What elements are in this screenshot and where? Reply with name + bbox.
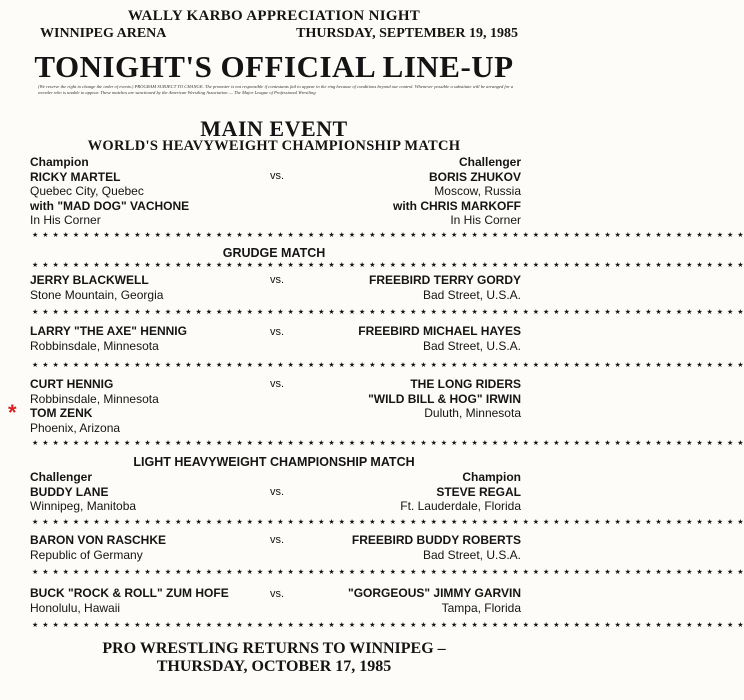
- light-3-left: [30, 586, 229, 615]
- wrestler-name: TOM ZENK: [30, 406, 93, 420]
- champion-label: Champion: [462, 470, 521, 484]
- hometown: Bad Street, U.S.A.: [422, 338, 521, 353]
- world-title-heading: WORLD'S HEAVYWEIGHT CHAMPIONSHIP MATCH: [87, 138, 461, 154]
- divider: ★ ★ ★ ★ ★ ★ ★ ★ ★ ★ ★ ★ ★ ★ ★ ★ ★ ★ ★ ★ ★ ★ ★ ★ ★ ★ ★ ★ ★ ★ ★ ★ ★ ★ ★ ★ ★ ★ ★ ★ ★ ★ ★ ★ ★ ★ ★ ★ ★ ★ ★ ★ ★ ★ ★ ★ ★ ★ ★ ★ ★ ★ ★ ★ ★ ★ ★ ★ ★ ★: [32, 232, 744, 239]
- grudge-heading: GRUDGE MATCH: [222, 246, 326, 260]
- hometown: Phoenix, Arizona: [30, 420, 121, 435]
- wrestler-name: FREEBIRD MICHAEL HAYES: [358, 324, 521, 338]
- hometown: Ft. Lauderdale, Florida: [400, 499, 521, 513]
- challenger-label: Challenger: [458, 155, 521, 169]
- light-3-right: [348, 586, 521, 615]
- venue: WINNIPEG ARENA: [40, 26, 167, 41]
- vs-label: vs.: [269, 326, 285, 338]
- divider: ★ ★ ★ ★ ★ ★ ★ ★ ★ ★ ★ ★ ★ ★ ★ ★ ★ ★ ★ ★ ★ ★ ★ ★ ★ ★ ★ ★ ★ ★ ★ ★ ★ ★ ★ ★ ★ ★ ★ ★ ★ ★ ★ ★ ★ ★ ★ ★ ★ ★ ★ ★ ★ ★ ★ ★ ★ ★ ★ ★ ★ ★ ★ ★ ★ ★ ★ ★ ★ ★: [32, 362, 744, 369]
- vs-label: vs.: [269, 378, 285, 390]
- manager-name: with CHRIS MARKOFF: [393, 198, 521, 213]
- hometown: Winnipeg, Manitoba: [30, 499, 137, 513]
- grudge-2-left: [30, 324, 187, 353]
- hometown: Stone Mountain, Georgia: [30, 287, 164, 302]
- grudge-3-right: [368, 377, 521, 421]
- fine-print: (We reserve the right to change the order of events.) PROGRAM SUBJECT TO CHANGE. The promoter is not responsible if contestants fail to appear in the ring because of conditions beyond our control. Whenever possible a substitute will be arranged for a wrestler who is unable to appear. These matches are sanctioned by the American Wrestling Association — The Major League of Professional Wrestling: [38, 84, 514, 95]
- hometown: Honolulu, Hawaii: [30, 600, 121, 615]
- divider: ★ ★ ★ ★ ★ ★ ★ ★ ★ ★ ★ ★ ★ ★ ★ ★ ★ ★ ★ ★ ★ ★ ★ ★ ★ ★ ★ ★ ★ ★ ★ ★ ★ ★ ★ ★ ★ ★ ★ ★ ★ ★ ★ ★ ★ ★ ★ ★ ★ ★ ★ ★ ★ ★ ★ ★ ★ ★ ★ ★ ★ ★ ★ ★ ★ ★ ★ ★ ★ ★: [32, 309, 744, 316]
- challenger-label: Challenger: [30, 470, 93, 484]
- divider: ★ ★ ★ ★ ★ ★ ★ ★ ★ ★ ★ ★ ★ ★ ★ ★ ★ ★ ★ ★ ★ ★ ★ ★ ★ ★ ★ ★ ★ ★ ★ ★ ★ ★ ★ ★ ★ ★ ★ ★ ★ ★ ★ ★ ★ ★ ★ ★ ★ ★ ★ ★ ★ ★ ★ ★ ★ ★ ★ ★ ★ ★ ★ ★ ★ ★ ★ ★ ★ ★: [32, 569, 744, 576]
- divider: ★ ★ ★ ★ ★ ★ ★ ★ ★ ★ ★ ★ ★ ★ ★ ★ ★ ★ ★ ★ ★ ★ ★ ★ ★ ★ ★ ★ ★ ★ ★ ★ ★ ★ ★ ★ ★ ★ ★ ★ ★ ★ ★ ★ ★ ★ ★ ★ ★ ★ ★ ★ ★ ★ ★ ★ ★ ★ ★ ★ ★ ★ ★ ★ ★ ★ ★ ★ ★ ★: [32, 622, 744, 629]
- hometown: Bad Street, U.S.A.: [422, 287, 521, 302]
- champion-label: Champion: [30, 155, 89, 169]
- team-name: THE LONG RIDERS: [410, 377, 521, 391]
- event-date: THURSDAY, SEPTEMBER 19, 1985: [296, 26, 518, 41]
- asterisk-icon: *: [8, 400, 17, 425]
- vs-label: vs.: [269, 534, 285, 546]
- light-2-right: [352, 533, 521, 562]
- wrestler-name: BUDDY LANE: [30, 484, 109, 499]
- hometown: Republic of Germany: [30, 547, 143, 562]
- footer-date: THURSDAY, OCTOBER 17, 1985: [156, 658, 392, 675]
- light-1-left: [30, 470, 136, 514]
- divider: ★ ★ ★ ★ ★ ★ ★ ★ ★ ★ ★ ★ ★ ★ ★ ★ ★ ★ ★ ★ ★ ★ ★ ★ ★ ★ ★ ★ ★ ★ ★ ★ ★ ★ ★ ★ ★ ★ ★ ★ ★ ★ ★ ★ ★ ★ ★ ★ ★ ★ ★ ★ ★ ★ ★ ★ ★ ★ ★ ★ ★ ★ ★ ★ ★ ★ ★ ★ ★ ★: [32, 440, 744, 447]
- wrestler-name: STEVE REGAL: [436, 484, 521, 499]
- vs-label: vs.: [269, 486, 285, 498]
- divider: ★ ★ ★ ★ ★ ★ ★ ★ ★ ★ ★ ★ ★ ★ ★ ★ ★ ★ ★ ★ ★ ★ ★ ★ ★ ★ ★ ★ ★ ★ ★ ★ ★ ★ ★ ★ ★ ★ ★ ★ ★ ★ ★ ★ ★ ★ ★ ★ ★ ★ ★ ★ ★ ★ ★ ★ ★ ★ ★ ★ ★ ★ ★ ★ ★ ★ ★ ★ ★ ★: [32, 262, 744, 269]
- manager-name: with "MAD DOG" VACHONE: [30, 198, 190, 213]
- wrestler-name: "GORGEOUS" JIMMY GARVIN: [348, 586, 521, 600]
- wrestler-name: JERRY BLACKWELL: [30, 273, 149, 287]
- hometown: Bad Street, U.S.A.: [422, 547, 521, 562]
- grudge-2-right: [358, 324, 521, 353]
- hometown: Tampa, Florida: [441, 600, 521, 615]
- hometown: Robbinsdale, Minnesota: [30, 338, 159, 353]
- wrestler-name: BORIS ZHUKOV: [428, 169, 521, 184]
- wrestler-name: CURT HENNIG: [30, 377, 114, 391]
- hometown: Duluth, Minnesota: [424, 406, 521, 420]
- footer-announcement: PRO WRESTLING RETURNS TO WINNIPEG –: [102, 640, 446, 657]
- page-title: TONIGHT'S OFFICIAL LINE-UP: [34, 49, 514, 84]
- vs-label: vs.: [269, 170, 285, 182]
- event-name: WALLY KARBO APPRECIATION NIGHT: [127, 8, 421, 24]
- vs-label: vs.: [269, 588, 285, 600]
- hometown: Robbinsdale, Minnesota: [30, 391, 159, 406]
- wrestler-name: FREEBIRD TERRY GORDY: [368, 273, 521, 287]
- wrestler-name: RICKY MARTEL: [30, 169, 121, 184]
- wrestler-name: LARRY "THE AXE" HENNIG: [30, 324, 187, 338]
- grudge-1-right: [369, 273, 521, 302]
- corner-note: In His Corner: [450, 213, 521, 227]
- wrestler-name: BUCK "ROCK & ROLL" ZUM HOFE: [30, 586, 229, 600]
- wrestler-name: BARON VON RASCHKE: [30, 533, 167, 547]
- light-1-right: [400, 470, 521, 514]
- hometown: Moscow, Russia: [434, 184, 521, 198]
- main-event-right: [393, 155, 521, 228]
- hometown: Quebec City, Quebec: [30, 184, 144, 198]
- light-2-left: [30, 533, 166, 562]
- light-heavyweight-heading: LIGHT HEAVYWEIGHT CHAMPIONSHIP MATCH: [133, 455, 415, 469]
- wrestler-name: FREEBIRD BUDDY ROBERTS: [351, 533, 521, 547]
- divider: ★ ★ ★ ★ ★ ★ ★ ★ ★ ★ ★ ★ ★ ★ ★ ★ ★ ★ ★ ★ ★ ★ ★ ★ ★ ★ ★ ★ ★ ★ ★ ★ ★ ★ ★ ★ ★ ★ ★ ★ ★ ★ ★ ★ ★ ★ ★ ★ ★ ★ ★ ★ ★ ★ ★ ★ ★ ★ ★ ★ ★ ★ ★ ★ ★ ★ ★ ★ ★ ★: [32, 519, 744, 526]
- vs-label: vs.: [269, 274, 285, 286]
- main-event-left: [30, 155, 189, 228]
- main-event-heading: MAIN EVENT: [200, 116, 348, 141]
- corner-note: In His Corner: [30, 213, 101, 227]
- grudge-1-left: [30, 273, 163, 302]
- team-members: "WILD BILL & HOG" IRWIN: [368, 391, 521, 406]
- grudge-3-left: [30, 377, 159, 435]
